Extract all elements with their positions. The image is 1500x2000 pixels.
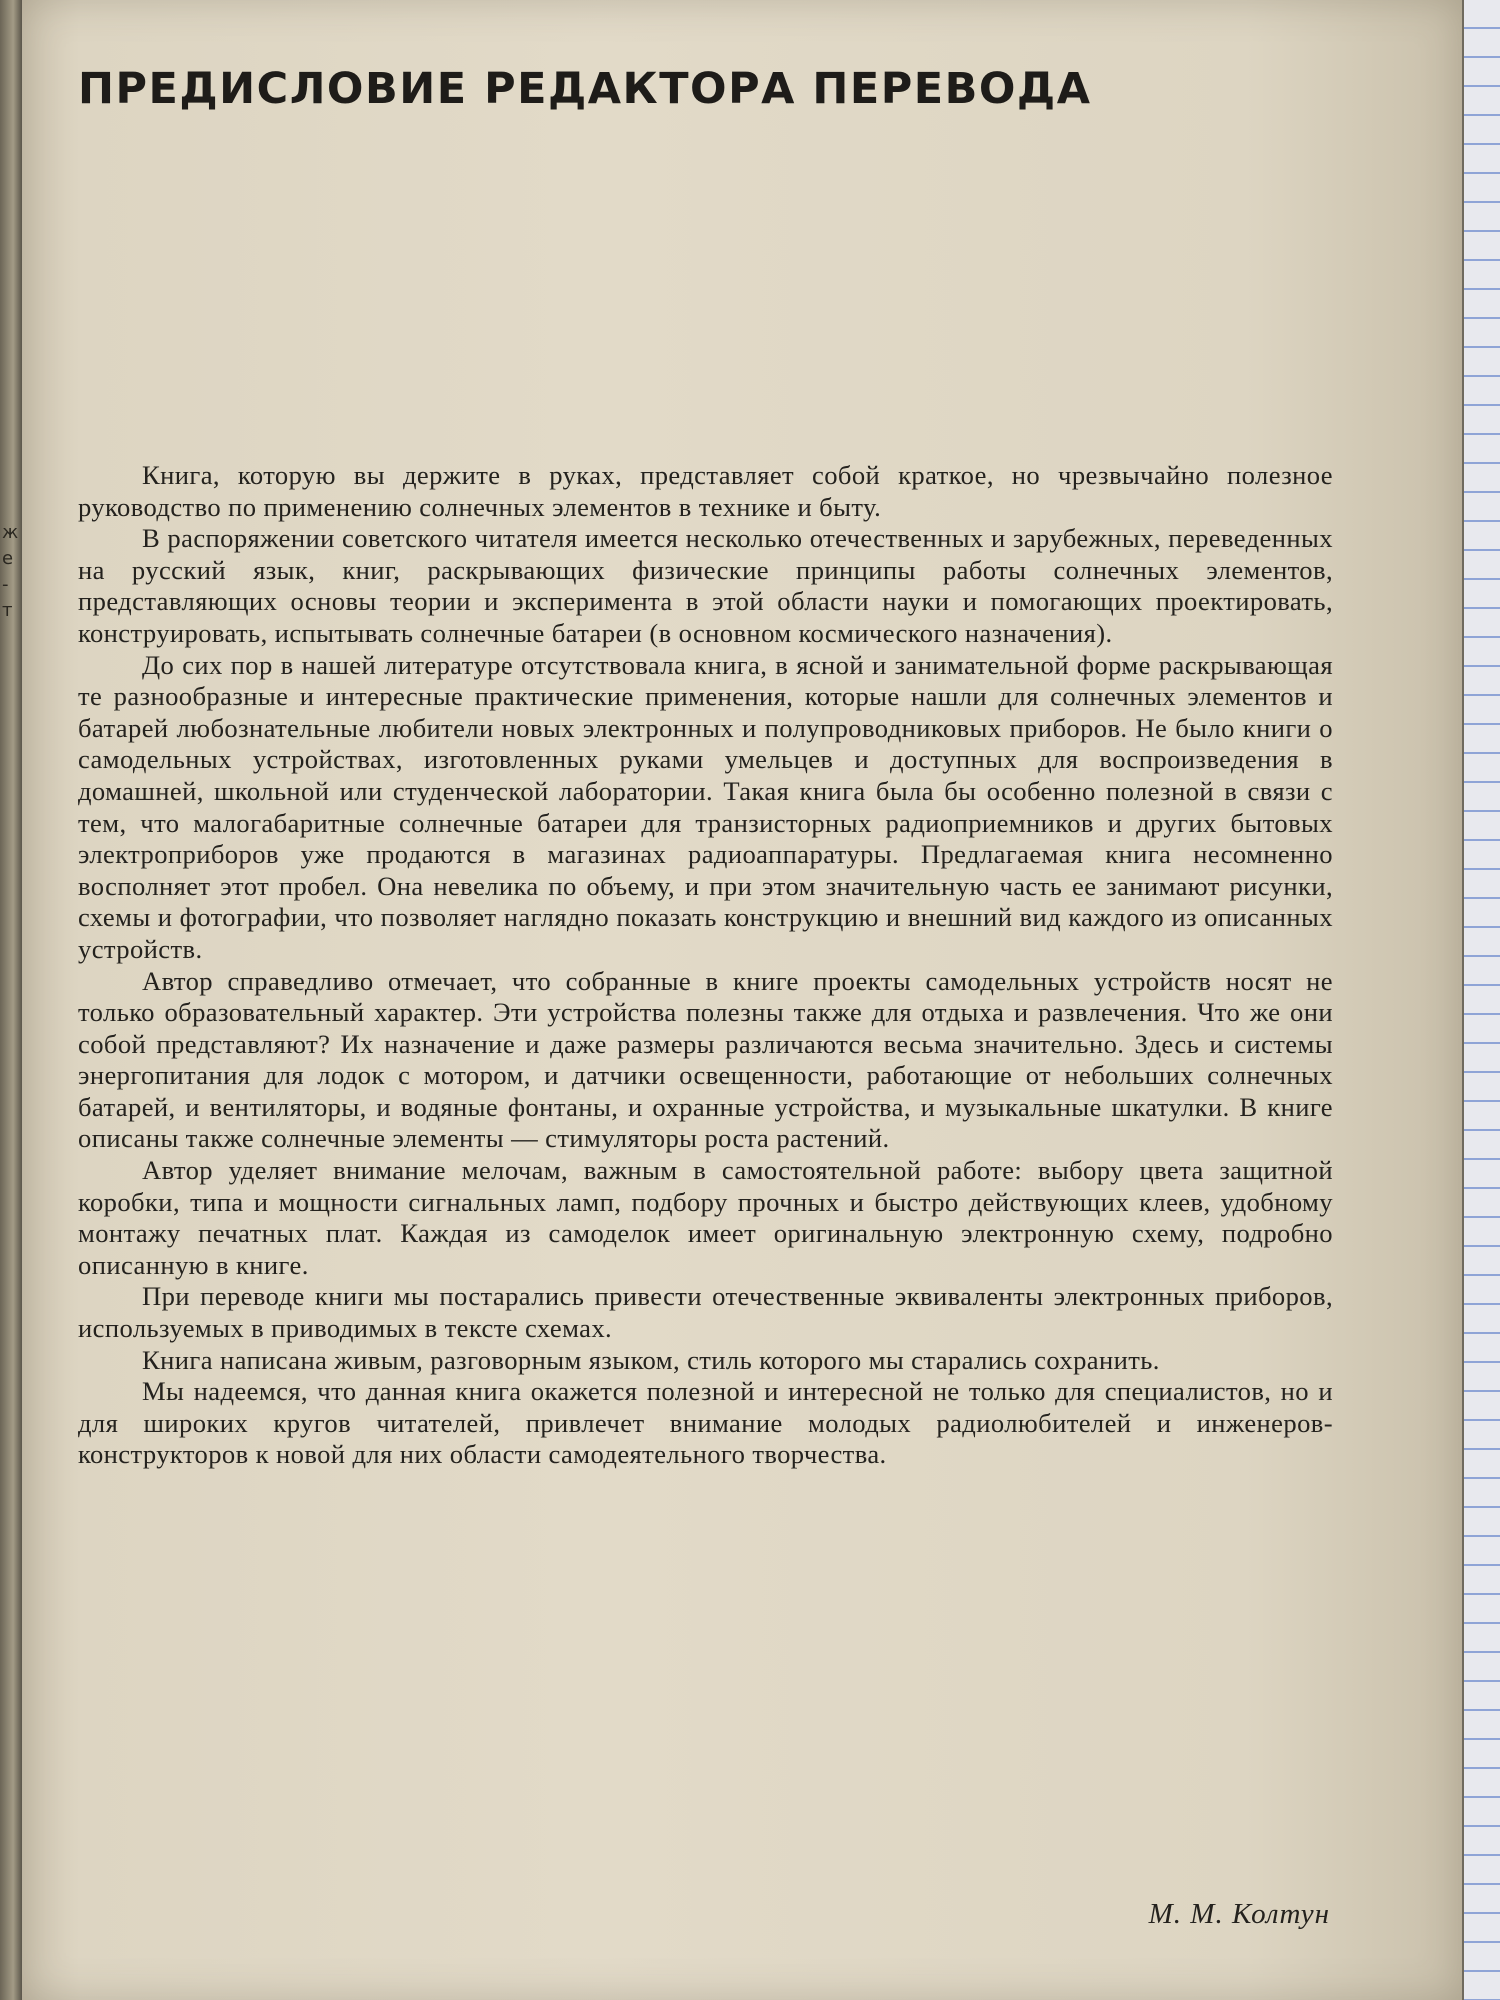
notebook-paper-edge: [1462, 0, 1500, 2000]
adjacent-page-marks: [2, 520, 19, 624]
paragraph: Книга написана живым, разговорным языком, стиль которого мы старались сохранить.: [142, 1344, 1160, 1375]
paragraph: При переводе книги мы постарались привести отечественные эквиваленты электронных приборов, используемых в приводимых в тексте схемах.: [78, 1281, 1333, 1344]
paragraph: Мы надеемся, что данная книга окажется полезной и интересной не только для специалистов, но и для широких кругов читателей, привлечет внимание молодых радиолюбителей и инженеров-конструкторов к новой для них области самодеятельного творчества.: [78, 1376, 1333, 1470]
body-text: [78, 460, 1333, 1471]
paragraph: До сих пор в нашей литературе отсутствовала книга, в ясной и занимательной форме раскрывающая те разнообразные и интересные практические применения, которые нашли для солнечных элементов и батарей любознательные любители новых электронных и полупроводниковых приборов. Не было книги о самодельных устройствах, изготовленных руками умельцев и доступных для воспроизведения в домашней, школьной или студенческой лаборатории. Такая книга была бы особенно полезной в связи с тем, что малогабаритные солнечные батареи для транзисторных радиоприемников и других бытовых электроприборов уже продаются в магазинах радиоаппаратуры. Предлагаемая книга несомненно восполняет этот пробел. Она невелика по объему, и при этом значительную часть ее занимают рисунки, схемы и фотографии, что позволяет наглядно показать конструкцию и внешний вид каждого из описанных устройств.: [78, 649, 1333, 964]
adjacent-mark: т: [2, 600, 13, 621]
author-signature: М. М. Колтун: [1148, 1898, 1330, 1930]
adjacent-mark: ж: [2, 522, 19, 543]
paragraph: Автор уделяет внимание мелочам, важным в самостоятельной работе: выбору цвета защитной коробки, типа и мощности сигнальных ламп, подбору прочных и быстро действующих клеев, удобному монтажу печатных плат. Каждая из самоделок имеет оригинальную электронную схему, подробно описанную в книге.: [78, 1155, 1333, 1280]
page-title: ПРЕДИСЛОВИЕ РЕДАКТОРА ПЕРЕВОДА: [78, 64, 1092, 114]
adjacent-mark: -: [2, 574, 9, 595]
adjacent-page-edge: [0, 0, 22, 2000]
paragraph: Книга, которую вы держите в руках, представляет собой краткое, но чрезвычайно полезное руководство по применению солнечных элементов в технике и быту.: [78, 460, 1333, 522]
adjacent-mark: е: [2, 548, 14, 569]
paragraph: Автор справедливо отмечает, что собранные в книге проекты самодельных устройств носят не только образовательный характер. Эти устройства полезны также для отдыха и развлечения. Что же они собой представляют? Их назначение и даже размеры различаются весьма значительно. Здесь и системы энергопитания для лодок с мотором, и датчики освещенности, работающие от небольших солнечных батарей, и вентиляторы, и водяные фонтаны, и охранные устройства, и музыкальные шкатулки. В книге описаны также солнечные элементы — стимуляторы роста растений.: [78, 965, 1333, 1154]
paragraph: В распоряжении советского читателя имеется несколько отечественных и зарубежных, переведенных на русский язык, книг, раскрывающих физические принципы работы солнечных элементов, представляющих основы теории и эксперимента в этой области науки и помогающих проектировать, конструировать, испытывать солнечные батареи (в основном космического назначения).: [78, 523, 1333, 648]
